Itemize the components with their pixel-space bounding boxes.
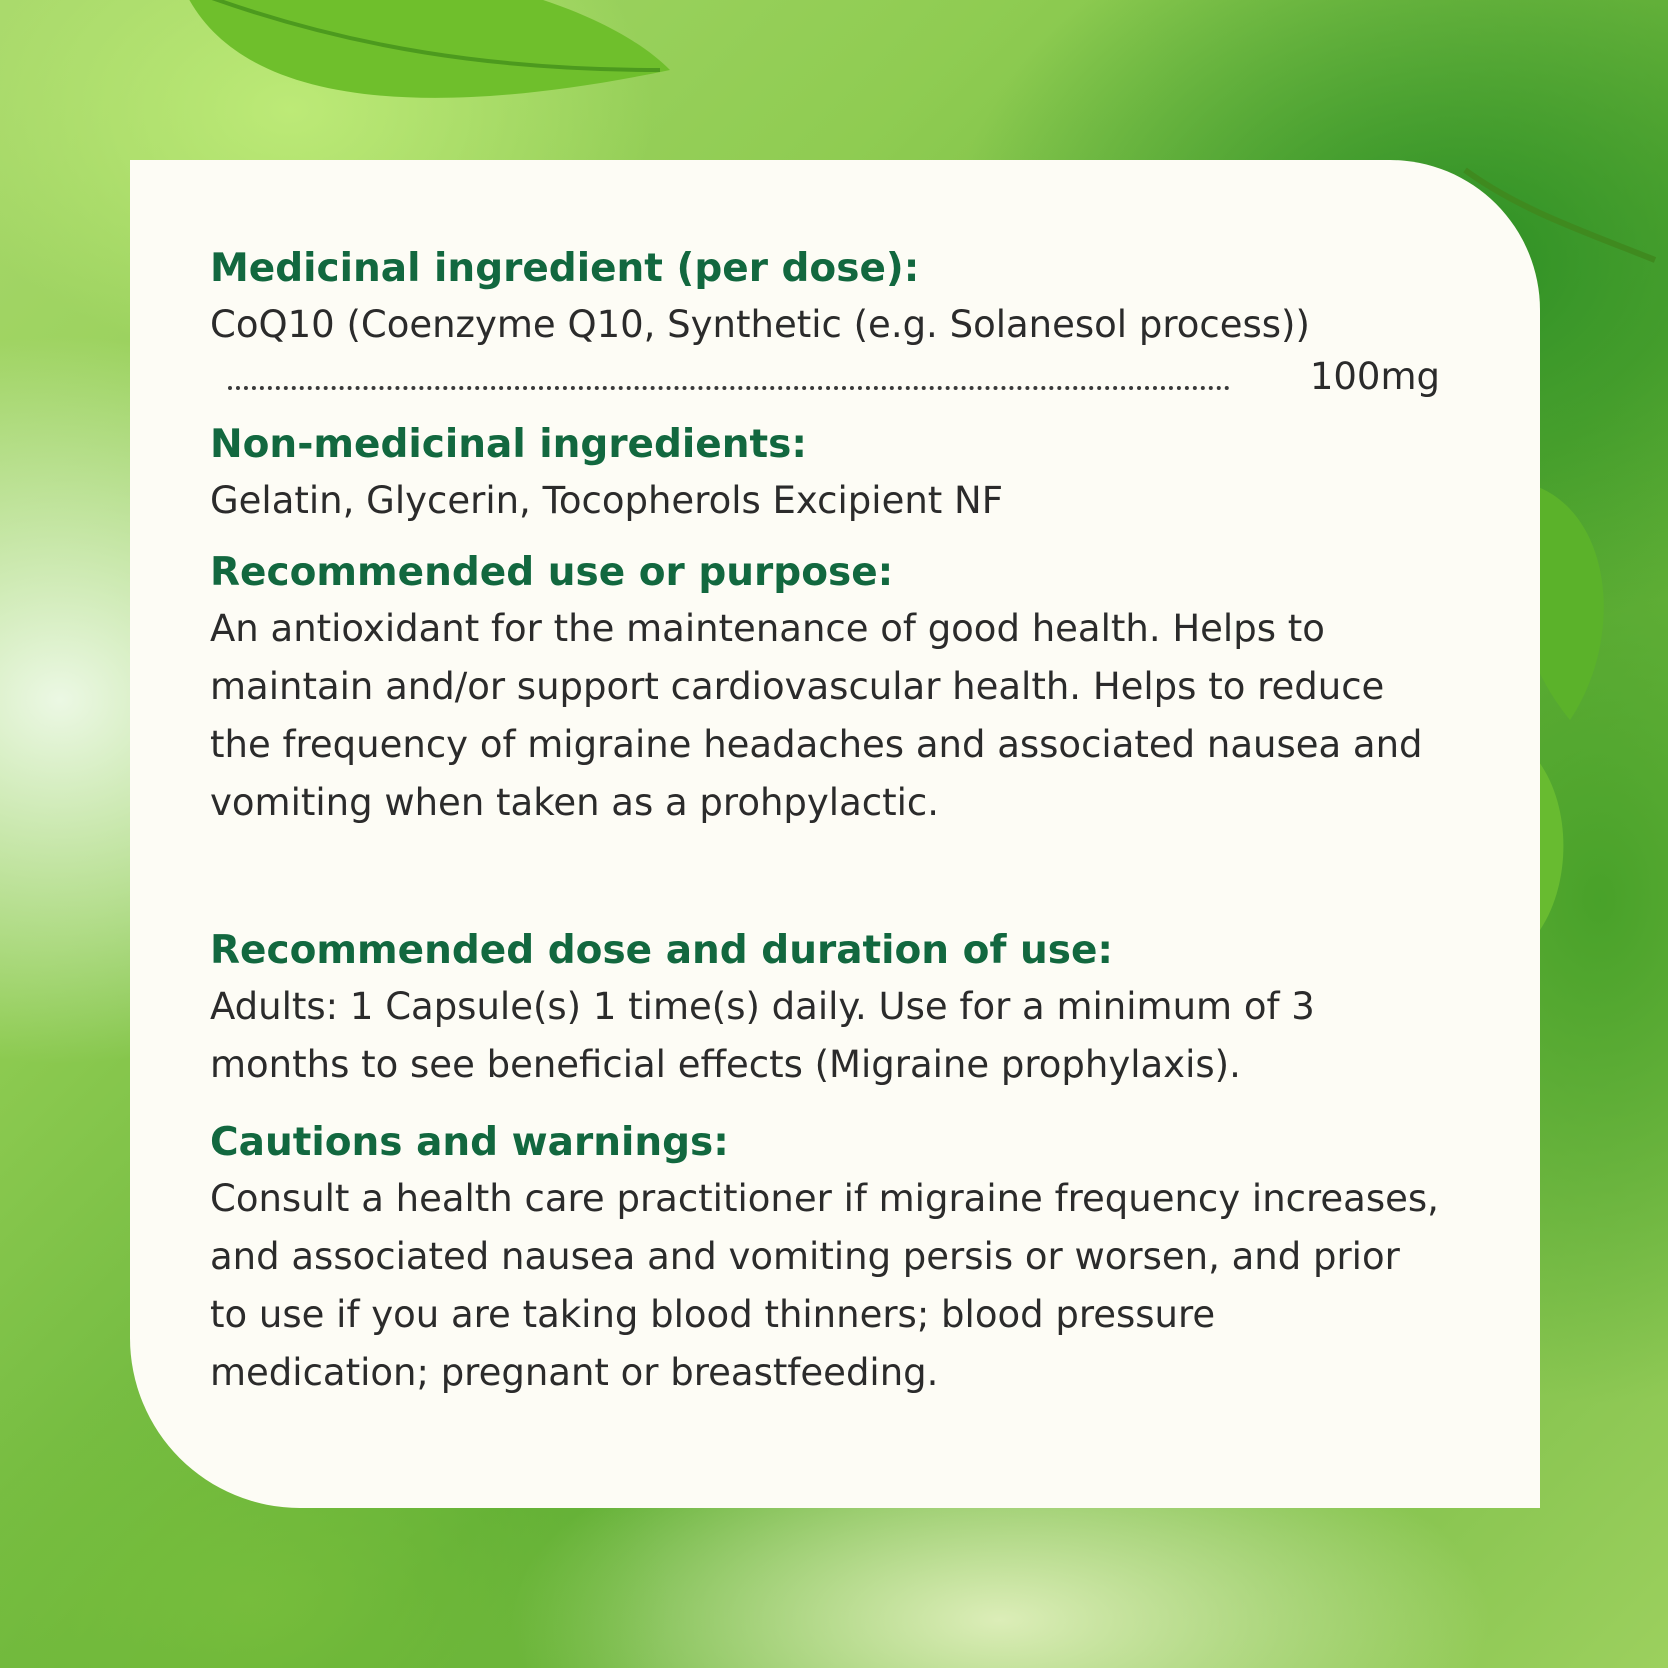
dose-duration-heading: Recommended dose and duration of use: [210,928,1114,973]
recommended-use-text: An antioxidant for the maintenance of good health. Helps to maintain and/or support cardiovascular health. Helps to reduce the frequency of migraine headaches and associated nausea and vomiting when taken as a prohpylactic. [210,607,1423,824]
non-medicinal-text: Gelatin, Glycerin, Tocopherols Excipient NF [210,479,1004,522]
dose-value: 100mg [1309,355,1440,398]
cautions-heading: Cautions and warnings: [210,1120,729,1165]
dose-duration-text: Adults: 1 Capsule(s) 1 time(s) daily. Use for a minimum of 3 months to see beneficial effects (Migraine prophylaxis). [210,985,1315,1086]
non-medicinal-heading: Non-medicinal ingredients: [210,422,807,467]
dose-row [228,352,1440,402]
leaf-top-icon [170,0,690,130]
product-info-panel [130,160,1540,1508]
cautions-text: Consult a health care practitioner if migraine frequency increases, and associated nausea and vomiting persis or worsen, and prior to use if you are taking blood thinners; blood pressure medication; pregnant or breastfeeding. [210,1177,1439,1394]
recommended-use-heading: Recommended use or purpose: [210,550,894,595]
medicinal-ingredient-text: CoQ10 (Coenzyme Q10, Synthetic (e.g. Solanesol process)) [210,303,1310,346]
dotted-leader [228,386,1230,390]
medicinal-ingredient-heading: Medicinal ingredient (per dose): [210,246,920,291]
